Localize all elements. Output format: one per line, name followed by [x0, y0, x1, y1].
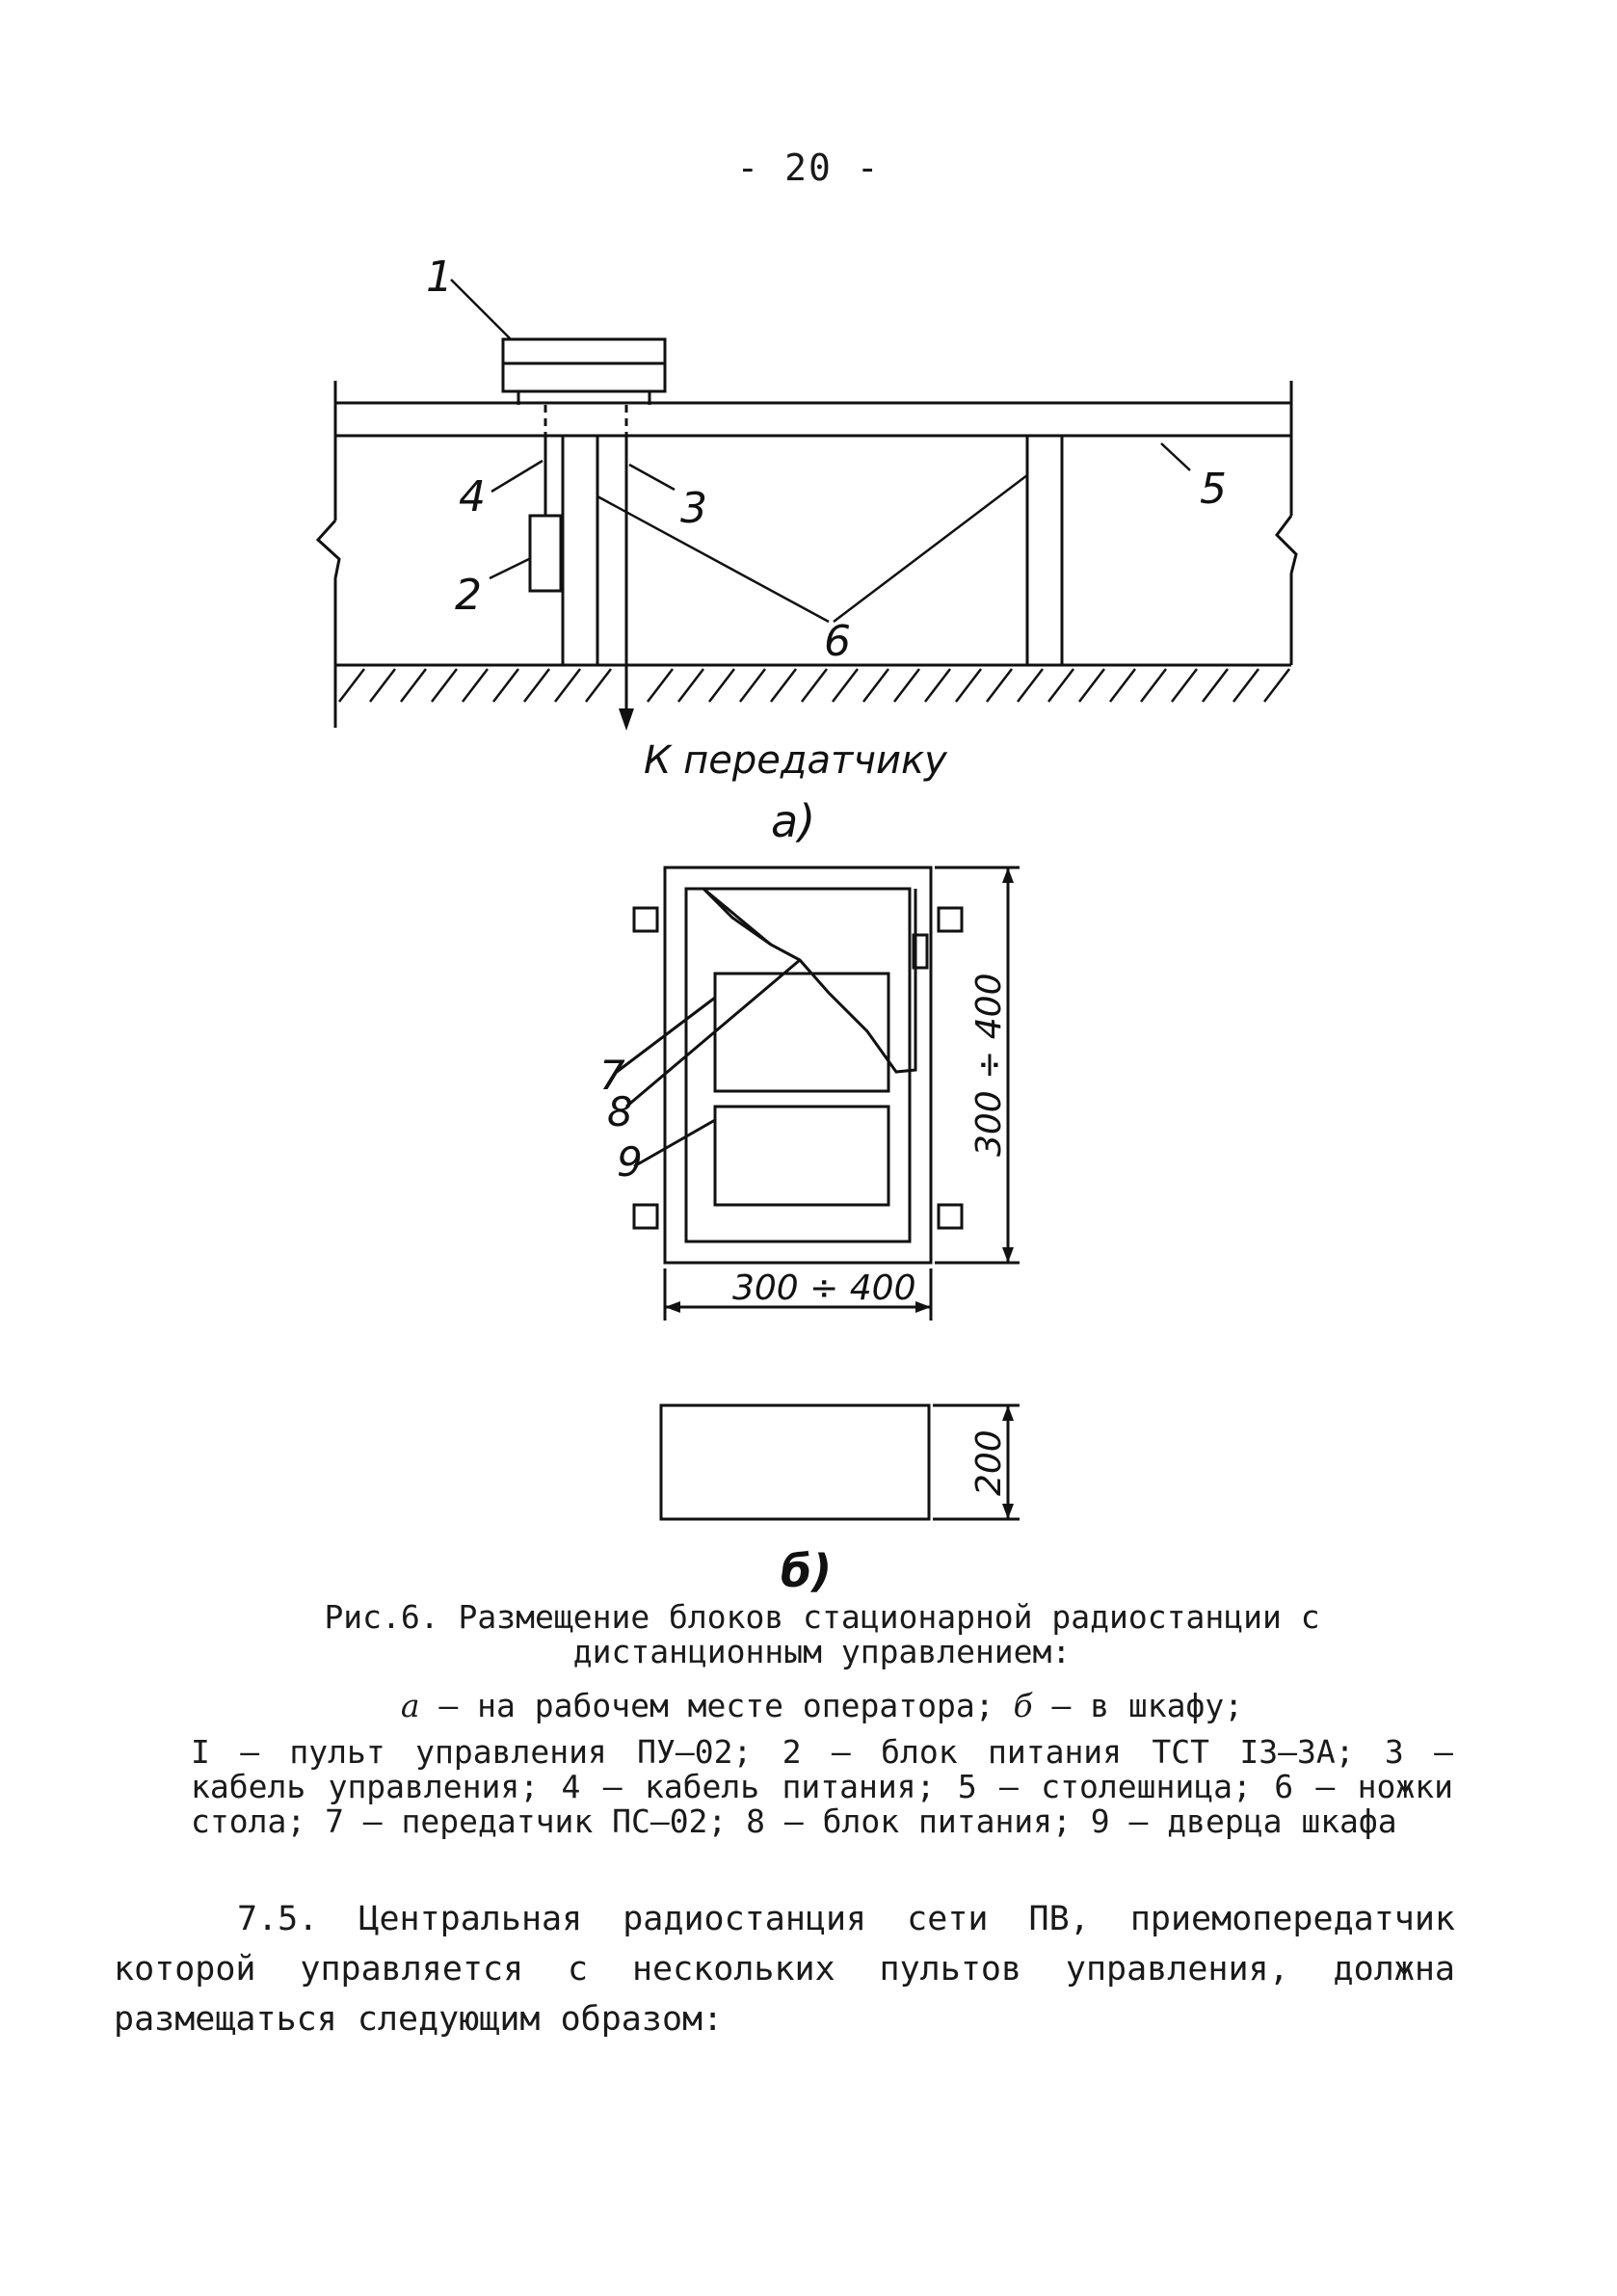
cabinet-side-view [661, 1405, 929, 1519]
caption-text-a: – на рабочем месте оператора; [419, 1687, 1014, 1724]
figure-a-diagram [0, 0, 1617, 868]
subfigure-label-b: б) [781, 1545, 833, 1597]
page-number: - 20 - [736, 147, 881, 189]
label-8: 8 [607, 1088, 633, 1135]
label-5: 5 [1200, 465, 1227, 514]
subfigure-label-a: а) [771, 795, 816, 847]
caption-text-b: – в шкафу; [1032, 1687, 1244, 1724]
arrow-down-icon [619, 708, 634, 731]
figure-b-diagram [0, 848, 1617, 1619]
label-6: 6 [824, 617, 851, 666]
cabinet-door [686, 889, 910, 1241]
dimension-width: 300 ÷ 400 [732, 1268, 916, 1308]
label-3: 3 [680, 484, 707, 533]
figure-caption-subtitle [191, 1689, 1453, 1723]
caption-letter-b: б [1013, 1687, 1033, 1724]
transmitter-box [715, 974, 888, 1091]
label-9: 9 [617, 1138, 643, 1186]
arrow-label: К передатчику [644, 738, 947, 783]
label-1: 1 [426, 253, 453, 302]
dimension-depth: 200 [969, 1429, 1009, 1496]
figure-legend: I – пульт управления ПУ–02; 2 – блок питания ТСТ I3–3А; 3 – кабель управления; 4 – кабель питания; 5 – столешница; 6 – ножки стола; 7 – передатчик ПС–02; 8 – блок питания; 9 – дверца шкафа [191, 1733, 1453, 1840]
dimension-height: 300 ÷ 400 [969, 973, 1009, 1157]
caption-letter-a: а [400, 1687, 420, 1724]
power-supply-box [530, 516, 561, 591]
control-panel-shape [503, 339, 665, 391]
label-4: 4 [459, 472, 486, 521]
figure-caption-title: Рис.6. Размещение блоков стационарной радиостанции с дистанционным управлением: [324, 1598, 1320, 1670]
floor-hatching [339, 669, 1289, 702]
body-paragraph: 7.5. Центральная радиостанция сети ПВ, приемопередатчик которой управляется с нескольких пультов управления, должна размещаться следующим образом: [114, 1900, 1455, 2039]
label-2: 2 [455, 571, 482, 620]
label-7: 7 [599, 1052, 625, 1099]
power-supply-cabinet-box [715, 1107, 888, 1205]
